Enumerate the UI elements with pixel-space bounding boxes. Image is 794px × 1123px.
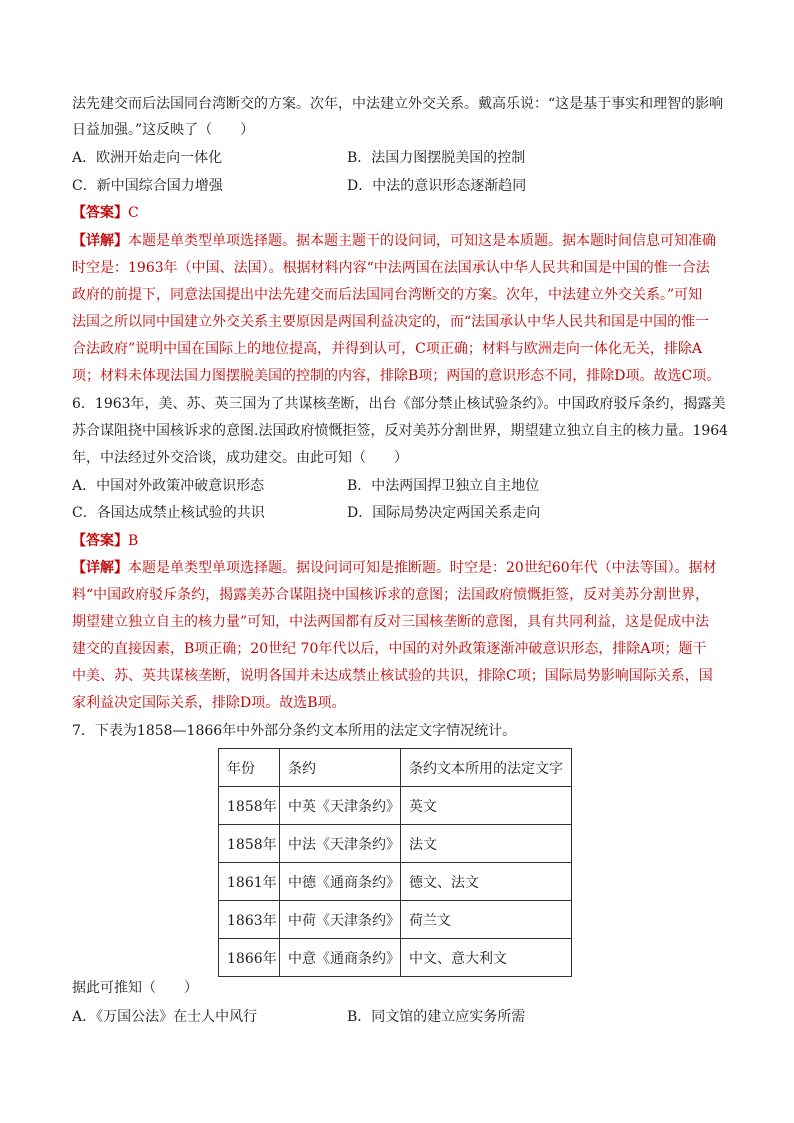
table-row (219, 901, 572, 939)
table-cell-treaty: 中意《通商条约》 (280, 939, 401, 977)
q5-explain-line-2: 时空是：1963年（中国、法国）。根据材料内容“中法两国在法国承认中华人民共和国是中国的惟一合法 (72, 260, 710, 276)
q5-option-b: B．法国力图摆脱美国的控制 (347, 150, 526, 166)
table-cell-treaty: 中法《天津条约》 (280, 825, 401, 863)
table-cell-year: 1858年 (219, 825, 280, 863)
table-row (219, 787, 572, 825)
table-cell-year: 1866年 (219, 939, 280, 977)
q5-option-a: A．欧洲开始走向一体化 (72, 150, 223, 166)
table-header-language: 条约文本所用的法定文字 (401, 749, 572, 787)
q7-question: 据此可推知（ ） (72, 980, 198, 996)
q6-answer (72, 531, 138, 551)
table-row (219, 863, 572, 901)
table-cell-language: 中文、意大利文 (401, 939, 572, 977)
q7-option-a: A．《万国公法》在士人中风行 (72, 1009, 258, 1025)
q5-stem-line-1: 法先建交而后法国同台湾断交的方案。次年，中法建立外交关系。戴高乐说：“这是基于事实和理智的影响 (72, 96, 724, 112)
table-row (219, 939, 572, 977)
table-cell-language: 德文、法文 (401, 863, 572, 901)
table-header-row (219, 749, 572, 787)
q5-answer-tag: 【答案】 (72, 205, 128, 221)
q5-option-d: D．中法的意识形态逐渐趋同 (347, 178, 527, 194)
q6-option-a: A．中国对外政策冲破意识形态 (72, 478, 265, 494)
q6-explain-line-4: 建交的直接因素，B项正确；20世纪 70年代以后，中国的对外政策逐渐冲破意识形态，排除A项；题干 (72, 641, 707, 657)
q7-stem: 7．下表为1858—1866年中外部分条约文本所用的法定文字情况统计。 (72, 723, 517, 739)
q5-answer (72, 203, 139, 223)
q6-explain-line-3: 期望建立独立自主的核力量”可知，中法两国都有反对三国核垄断的意图，具有共同利益，这是促成中法 (72, 614, 710, 630)
table-cell-language: 英文 (401, 787, 572, 825)
q6-explain-tag: 【详解】 (72, 560, 128, 576)
q6-answer-tag: 【答案】 (72, 533, 128, 549)
q5-explain-line-6: 项；材料未体现法国力图摆脱美国的控制的内容，排除B项；两国的意识形态不同，排除D项。故选C项。 (72, 368, 721, 384)
q6-explain-line-6: 家利益决定国际关系，排除D项。故选B项。 (72, 695, 346, 711)
q6-explain-line-2: 料“中国政府驳斥条约，揭露美苏合谋阻挠中国核诉求的意图；法国政府愤慨拒签，反对美苏分割世界， (72, 587, 710, 603)
q5-option-c: C．新中国综合国力增强 (72, 178, 223, 194)
table-cell-year: 1858年 (219, 787, 280, 825)
table-cell-treaty: 中德《通商条约》 (280, 863, 401, 901)
q5-explain-line-4: 法国之所以同中国建立外交关系主要原因是两国利益决定的，而“法国承认中华人民共和国是中国的惟一 (72, 314, 710, 330)
table-cell-year: 1861年 (219, 863, 280, 901)
q5-explain-line-3: 政府的前提下，同意法国提出中法先建交而后法国同台湾断交的方案。次年，中法建立外交关系。”可知 (72, 287, 703, 303)
treaty-language-table (218, 748, 572, 977)
table-header-year: 年份 (219, 749, 280, 787)
q5-stem-line-2: 日益加强。”这反映了（ ） (72, 122, 255, 138)
q6-explain-line-1: 【详解】本题是单类型单项选择题。据设问词可知是推断题。时空是：20世纪60年代（中法等国）。据材 (72, 560, 717, 576)
q6-option-c: C．各国达成禁止核试验的共识 (72, 505, 265, 521)
q5-explain-line-5: 合法政府”说明中国在国际上的地位提高，并得到认可，C项正确；材料与欧洲走向一体化无关，排除A (72, 341, 702, 357)
q6-stem-line-3: 年，中法经过外交洽谈，成功建交。由此可知（ ） (72, 450, 408, 466)
q6-answer-value: B (128, 533, 139, 549)
q5-explain-tag: 【详解】 (72, 233, 128, 249)
table-cell-year: 1863年 (219, 901, 280, 939)
q6-option-d: D．国际局势决定两国关系走向 (347, 505, 541, 521)
table-cell-language: 法文 (401, 825, 572, 863)
q6-stem-line-2: 苏合谋阻挠中国核诉求的意图.法国政府愤慨拒签，反对美苏分割世界，期望建立独立自主的核力量。1964 (72, 423, 729, 439)
table-cell-treaty: 中荷《天津条约》 (280, 901, 401, 939)
table-cell-language: 荷兰文 (401, 901, 572, 939)
table-cell-treaty: 中英《天津条约》 (280, 787, 401, 825)
q6-option-b: B．中法两国捍卫独立自主地位 (347, 478, 540, 494)
q6-stem-line-1: 6．1963年，美、苏、英三国为了共谋核垄断，出台《部分禁止核试验条约》。中国政府驳斥条约，揭露美 (72, 396, 726, 412)
table-header-treaty: 条约 (280, 749, 401, 787)
q5-answer-value: C (128, 205, 139, 221)
q7-option-b: B．同文馆的建立应实务所需 (347, 1009, 526, 1025)
table-row (219, 825, 572, 863)
q6-explain-line-5: 中美、苏、英共谋核垄断，说明各国并未达成禁止核试验的共识，排除C项；国际局势影响国际关系，国 (72, 668, 713, 684)
q5-explain-line-1: 【详解】本题是单类型单项选择题。据本题主题干的设问词，可知这是本质题。据本题时间信息可知准确 (72, 233, 716, 249)
